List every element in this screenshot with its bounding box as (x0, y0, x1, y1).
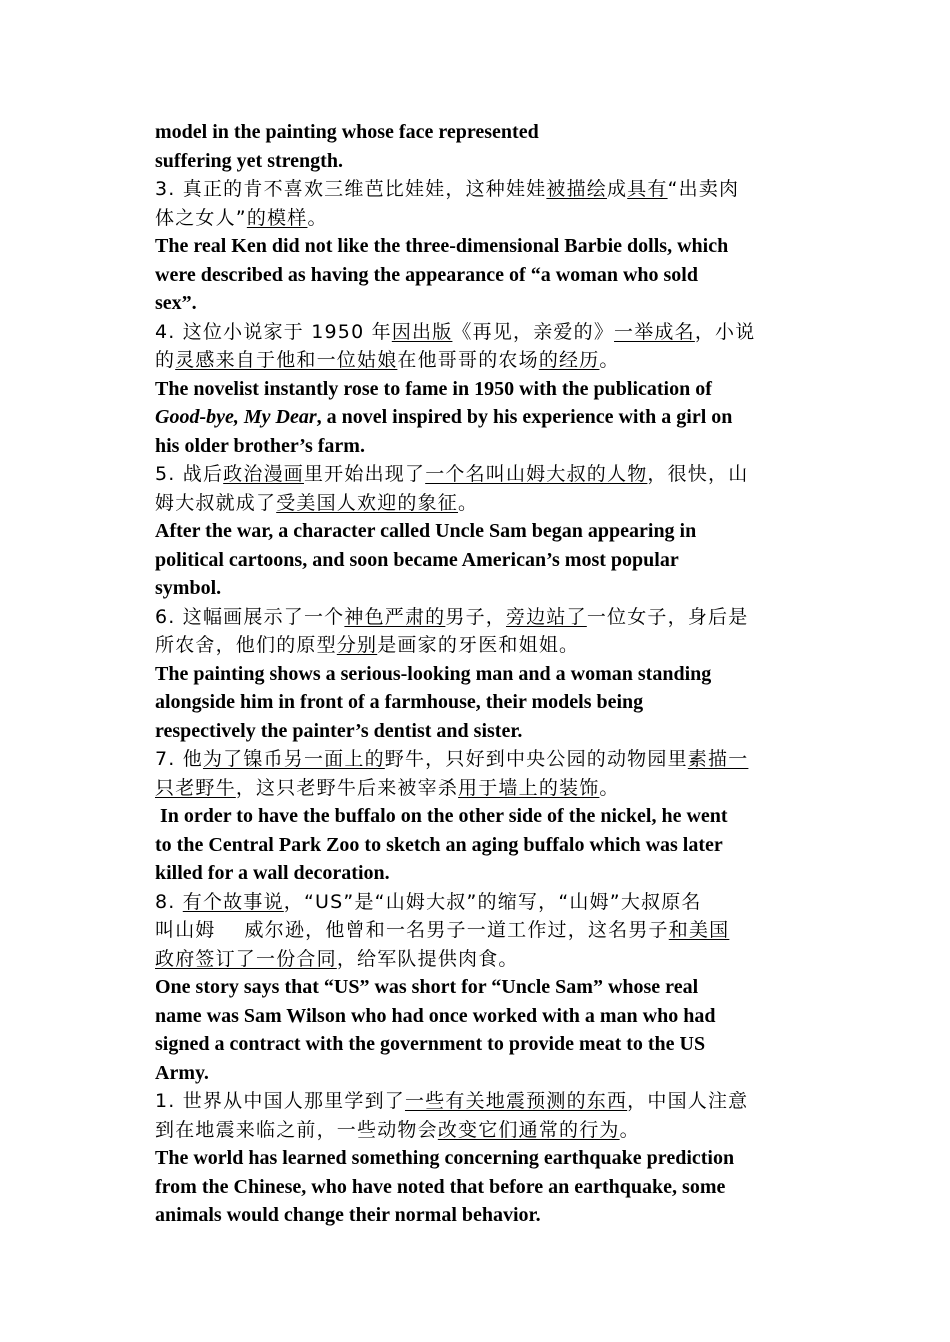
text: 7. 他 (155, 748, 203, 770)
english-line (155, 432, 795, 461)
text: 一位女子，身后是 (586, 605, 749, 628)
underlined-phrase: 政府签订了一份合同 (155, 947, 337, 970)
text: sex”. (155, 292, 197, 314)
text: 是画家的牙医和姐姐。 (377, 634, 580, 656)
english-line (155, 688, 795, 717)
english-line (155, 546, 795, 575)
text: 到在地震来临之前，一些动物会 (155, 1118, 438, 1141)
chinese-line (155, 774, 795, 803)
chinese-line (155, 346, 795, 375)
chinese-line (155, 1087, 795, 1116)
text: suffering yet strength. (155, 149, 343, 172)
text: 。 (619, 1118, 640, 1141)
english-line (155, 375, 795, 404)
english-line (155, 289, 795, 318)
text: signed a contract with the government to provide meat to the US (155, 1033, 706, 1055)
english-line (155, 1030, 795, 1059)
text: ，“US”是“山姆大叔”的缩写，“山姆”大叔原名 (283, 890, 702, 913)
document-page (155, 118, 795, 1230)
chinese-line (155, 1116, 795, 1145)
text: symbol. (155, 577, 222, 599)
underlined-phrase: 素描一 (687, 748, 749, 770)
english-line (155, 232, 795, 261)
underlined-phrase: 因出版 (391, 320, 453, 343)
english-line (155, 859, 795, 888)
text: 5. 战后 (155, 463, 224, 485)
chinese-line (155, 916, 795, 945)
english-line (155, 1173, 795, 1202)
text: The painting shows a serious-looking man and a woman standing (155, 662, 712, 685)
text: 。 (599, 776, 620, 799)
underlined-phrase: 改变它们通常的行为 (437, 1118, 620, 1141)
english-line (155, 1002, 795, 1031)
text: 3. 真正的肯不喜欢三维芭比娃娃，这种娃娃 (155, 178, 547, 200)
text: 所农舍，他们的原型 (155, 634, 337, 656)
text: 叫山姆 威尔逊，他曾和一名男子一道工作过，这名男子 (155, 919, 669, 941)
text-line (155, 147, 795, 176)
underlined-phrase: 受美国人欢迎的象征 (276, 491, 459, 514)
underlined-phrase: 旁边站了 (506, 605, 587, 628)
underlined-phrase: 分别 (336, 634, 378, 656)
text: his older brother’s farm. (155, 434, 365, 457)
english-line (155, 1144, 795, 1173)
text: The novelist instantly rose to fame in 1950 with the publication of (155, 377, 712, 400)
chinese-line (155, 945, 795, 974)
english-line (155, 574, 795, 603)
text: 男子， (445, 605, 506, 628)
text: model in the painting whose face represented (155, 121, 539, 143)
text: killed for a wall decoration. (155, 862, 390, 884)
chinese-line (155, 460, 795, 489)
underlined-phrase: 只老野牛 (155, 776, 236, 799)
english-line (155, 973, 795, 1002)
text: After the war, a character called Uncle Sam began appearing in (155, 520, 697, 542)
text: ，很快，山 (647, 463, 749, 485)
underlined-phrase: 具有 (627, 178, 668, 200)
text: ，中国人注意 (627, 1090, 749, 1112)
text: 姆大叔就成了 (155, 491, 277, 514)
english-line (155, 1059, 795, 1088)
chinese-line (155, 888, 795, 917)
text: ，这只老野牛后来被宰杀 (235, 776, 459, 799)
underlined-phrase: 的经历 (538, 349, 600, 371)
underlined-phrase: 的模样 (246, 206, 308, 229)
underlined-phrase: 政治漫画 (223, 463, 304, 485)
text: “出卖肉 (667, 178, 740, 200)
chinese-line (155, 175, 795, 204)
underlined-phrase: 用于墙上的装饰 (458, 776, 600, 799)
text: One story says that “US” was short for “Uncle Sam” whose real (155, 976, 699, 998)
english-line (155, 403, 795, 432)
chinese-line (155, 603, 795, 632)
english-line (155, 660, 795, 689)
text: 成 (606, 178, 628, 200)
text: 。 (599, 349, 620, 371)
english-line (155, 802, 795, 831)
underlined-phrase: 有个故事说 (182, 890, 284, 913)
chinese-line (155, 204, 795, 233)
underlined-phrase: 被描绘 (546, 178, 607, 200)
chinese-line (155, 745, 795, 774)
text: alongside him in front of a farmhouse, their models being (155, 691, 644, 713)
underlined-phrase: 和美国 (668, 919, 730, 941)
text: The world has learned something concerning earthquake prediction (155, 1147, 735, 1169)
text: 6. 这幅画展示了一个 (155, 605, 345, 628)
text: 体之女人” (155, 206, 247, 229)
underlined-phrase: 为了镍币另一面上的 (202, 748, 385, 770)
english-line (155, 261, 795, 290)
chinese-line (155, 489, 795, 518)
english-line (155, 517, 795, 546)
text: 的 (155, 349, 176, 371)
text: In order to have the buffalo on the other side of the nickel, he went (155, 805, 728, 827)
text: ，小说 (694, 320, 756, 343)
text: 。 (458, 491, 479, 514)
text: 8. (155, 890, 183, 913)
text: animals would change their normal behavior. (155, 1204, 541, 1226)
book-title: Good-bye, My Dear (155, 406, 317, 428)
text: name was Sam Wilson who had once worked with a man who had (155, 1004, 716, 1027)
chinese-line (155, 318, 795, 347)
text: 《再见，亲爱的》 (452, 320, 615, 343)
text: 。 (307, 206, 328, 229)
text: , a novel inspired by his experience with a girl on (316, 406, 733, 428)
text: political cartoons, and soon became American’s most popular (155, 548, 679, 571)
underlined-phrase: 一举成名 (614, 320, 695, 343)
english-line (155, 717, 795, 746)
text: were described as having the appearance of “a woman who sold (155, 263, 698, 286)
chinese-line (155, 631, 795, 660)
underlined-phrase: 灵感来自于他和一位姑娘 (175, 349, 398, 371)
text: The real Ken did not like the three-dimensional Barbie dolls, which (155, 235, 729, 257)
text-line (155, 118, 795, 147)
underlined-phrase: 神色严肃的 (344, 605, 446, 628)
text: 在他哥哥的农场 (397, 349, 539, 371)
text: 1. 世界从中国人那里学到了 (155, 1090, 405, 1112)
english-line (155, 831, 795, 860)
text: 4. 这位小说家于 1950 年 (155, 320, 392, 343)
underlined-phrase: 一些有关地震预测的东西 (404, 1090, 628, 1112)
text: to the Central Park Zoo to sketch an aging buffalo which was later (155, 833, 723, 856)
text: 野牛，只好到中央公园的动物园里 (384, 748, 688, 770)
text: ，给军队提供肉食。 (336, 947, 519, 970)
english-line (155, 1201, 795, 1230)
text: 里开始出现了 (303, 463, 426, 485)
text: respectively the painter’s dentist and sister. (155, 719, 523, 742)
text: from the Chinese, who have noted that before an earthquake, some (155, 1175, 726, 1198)
underlined-phrase: 一个名叫山姆大叔的人物 (425, 463, 648, 485)
text: Army. (155, 1061, 209, 1084)
